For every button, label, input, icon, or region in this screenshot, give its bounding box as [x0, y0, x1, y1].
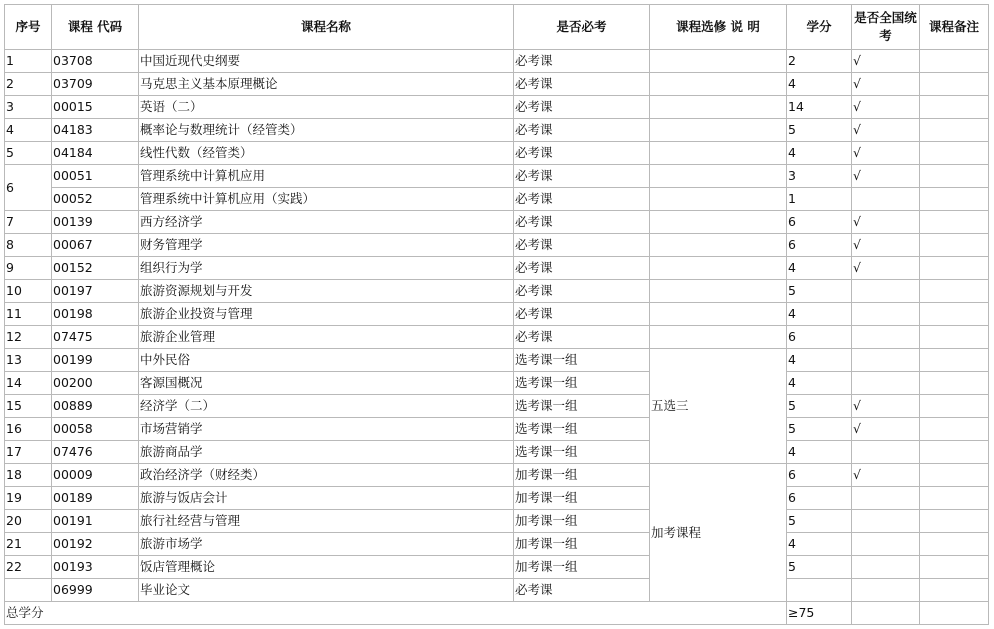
cell-remark [920, 119, 989, 142]
cell-elective-note [650, 326, 787, 349]
cell-national [852, 280, 920, 303]
cell-name: 管理系统中计算机应用 [139, 165, 514, 188]
cell-credits: 4 [787, 142, 852, 165]
cell-name: 经济学（二） [139, 395, 514, 418]
cell-national: √ [852, 464, 920, 487]
cell-remark [920, 50, 989, 73]
table-row [5, 73, 989, 96]
cell-credits: 4 [787, 533, 852, 556]
table-row [5, 142, 989, 165]
cell-national [852, 349, 920, 372]
cell-credits: 6 [787, 487, 852, 510]
cell-remark [920, 142, 989, 165]
cell-code: 03709 [52, 73, 139, 96]
total-label: 总学分 [5, 602, 787, 625]
cell-credits: 5 [787, 510, 852, 533]
cell-national: √ [852, 211, 920, 234]
cell-remark [920, 257, 989, 280]
cell-name: 管理系统中计算机应用（实践） [139, 188, 514, 211]
cell-name: 马克思主义基本原理概论 [139, 73, 514, 96]
header-name: 课程名称 [139, 5, 514, 50]
table-row [5, 50, 989, 73]
table-row [5, 211, 989, 234]
header-code: 课程 代码 [52, 5, 139, 50]
cell-index: 15 [5, 395, 52, 418]
table-row [5, 165, 989, 188]
header-credits: 学分 [787, 5, 852, 50]
cell-remark [920, 441, 989, 464]
cell-credits: 6 [787, 464, 852, 487]
cell-code: 07475 [52, 326, 139, 349]
cell-name: 旅游资源规划与开发 [139, 280, 514, 303]
cell-index: 1 [5, 50, 52, 73]
cell-national: √ [852, 234, 920, 257]
cell-elective-note [650, 142, 787, 165]
extra-group-note: 加考课程 [650, 464, 787, 602]
cell-index: 14 [5, 372, 52, 395]
cell-code: 06999 [52, 579, 139, 602]
cell-elective-note [650, 96, 787, 119]
table-row [5, 280, 989, 303]
cell-national [852, 556, 920, 579]
cell-index: 2 [5, 73, 52, 96]
cell-index: 22 [5, 556, 52, 579]
cell-credits: 5 [787, 119, 852, 142]
table-row [5, 119, 989, 142]
cell-code: 00199 [52, 349, 139, 372]
cell-elective-note [650, 303, 787, 326]
cell-code: 04184 [52, 142, 139, 165]
cell-name: 中外民俗 [139, 349, 514, 372]
cell-national: √ [852, 50, 920, 73]
table-row [5, 556, 989, 579]
cell-name: 线性代数（经管类） [139, 142, 514, 165]
cell-index: 8 [5, 234, 52, 257]
cell-code: 00051 [52, 165, 139, 188]
table-row [5, 441, 989, 464]
cell-elective-note [650, 257, 787, 280]
cell-credits: 4 [787, 303, 852, 326]
cell-national [852, 533, 920, 556]
cell-credits: 4 [787, 441, 852, 464]
cell-required: 选考课一组 [514, 441, 650, 464]
cell-national [852, 487, 920, 510]
table-row [5, 188, 989, 211]
cell-name: 中国近现代史纲要 [139, 50, 514, 73]
cell-code: 00067 [52, 234, 139, 257]
cell-index: 10 [5, 280, 52, 303]
cell-remark [920, 165, 989, 188]
cell-required: 加考课一组 [514, 464, 650, 487]
cell-national: √ [852, 142, 920, 165]
cell-name: 概率论与数理统计（经管类） [139, 119, 514, 142]
cell-index: 13 [5, 349, 52, 372]
cell-required: 必考课 [514, 73, 650, 96]
cell-remark [920, 510, 989, 533]
cell-elective-note [650, 50, 787, 73]
cell-credits: 4 [787, 372, 852, 395]
cell-national [852, 602, 920, 625]
cell-remark [920, 96, 989, 119]
header-national: 是否全国统考 [852, 5, 920, 50]
table-row [5, 487, 989, 510]
cell-name: 组织行为学 [139, 257, 514, 280]
cell-index: 17 [5, 441, 52, 464]
cell-national [852, 303, 920, 326]
total-row [5, 602, 989, 625]
table-row [5, 395, 989, 418]
cell-name: 财务管理学 [139, 234, 514, 257]
header-required: 是否必考 [514, 5, 650, 50]
cell-index: 7 [5, 211, 52, 234]
cell-code: 00015 [52, 96, 139, 119]
cell-required: 选考课一组 [514, 349, 650, 372]
cell-credits: 5 [787, 395, 852, 418]
cell-remark [920, 602, 989, 625]
cell-remark [920, 349, 989, 372]
cell-name: 饭店管理概论 [139, 556, 514, 579]
cell-code: 00191 [52, 510, 139, 533]
cell-elective-note [650, 73, 787, 96]
cell-national [852, 188, 920, 211]
cell-required: 加考课一组 [514, 510, 650, 533]
cell-name: 客源国概况 [139, 372, 514, 395]
cell-credits: 1 [787, 188, 852, 211]
cell-required: 必考课 [514, 188, 650, 211]
cell-remark [920, 372, 989, 395]
cell-index: 19 [5, 487, 52, 510]
table-row [5, 579, 989, 602]
cell-name: 旅游与饭店会计 [139, 487, 514, 510]
cell-code: 00197 [52, 280, 139, 303]
cell-national: √ [852, 257, 920, 280]
cell-required: 必考课 [514, 579, 650, 602]
cell-index: 6 [5, 165, 52, 211]
cell-elective-note [650, 165, 787, 188]
cell-national [852, 441, 920, 464]
cell-required: 必考课 [514, 257, 650, 280]
cell-remark [920, 418, 989, 441]
cell-index: 16 [5, 418, 52, 441]
cell-credits: 5 [787, 556, 852, 579]
table-row [5, 303, 989, 326]
cell-index [5, 579, 52, 602]
cell-national: √ [852, 119, 920, 142]
cell-remark [920, 556, 989, 579]
cell-required: 必考课 [514, 142, 650, 165]
header-row [5, 5, 989, 50]
cell-required: 必考课 [514, 96, 650, 119]
cell-credits: 2 [787, 50, 852, 73]
cell-remark [920, 280, 989, 303]
cell-code: 00152 [52, 257, 139, 280]
curriculum-table [4, 4, 989, 625]
cell-remark [920, 234, 989, 257]
cell-index: 4 [5, 119, 52, 142]
cell-required: 必考课 [514, 165, 650, 188]
cell-remark [920, 579, 989, 602]
cell-code: 07476 [52, 441, 139, 464]
cell-credits: 6 [787, 234, 852, 257]
cell-required: 选考课一组 [514, 372, 650, 395]
cell-required: 必考课 [514, 280, 650, 303]
cell-code: 00139 [52, 211, 139, 234]
cell-index: 9 [5, 257, 52, 280]
cell-index: 11 [5, 303, 52, 326]
cell-remark [920, 326, 989, 349]
table-row [5, 326, 989, 349]
table-row [5, 533, 989, 556]
cell-name: 市场营销学 [139, 418, 514, 441]
cell-index: 18 [5, 464, 52, 487]
table-row [5, 234, 989, 257]
table-row [5, 96, 989, 119]
cell-name: 旅游企业投资与管理 [139, 303, 514, 326]
header-remark: 课程备注 [920, 5, 989, 50]
cell-required: 必考课 [514, 50, 650, 73]
cell-national [852, 372, 920, 395]
header-elective-note: 课程选修 说 明 [650, 5, 787, 50]
cell-credits: 4 [787, 73, 852, 96]
cell-credits: 6 [787, 211, 852, 234]
cell-required: 加考课一组 [514, 556, 650, 579]
cell-national: √ [852, 96, 920, 119]
table-row [5, 464, 989, 487]
cell-credits: 5 [787, 280, 852, 303]
cell-elective-note [650, 188, 787, 211]
cell-code: 00198 [52, 303, 139, 326]
cell-code: 00009 [52, 464, 139, 487]
cell-required: 选考课一组 [514, 418, 650, 441]
cell-national: √ [852, 418, 920, 441]
cell-credits: 6 [787, 326, 852, 349]
cell-credits: 5 [787, 418, 852, 441]
cell-national: √ [852, 395, 920, 418]
cell-name: 旅游商品学 [139, 441, 514, 464]
cell-national [852, 579, 920, 602]
cell-name: 政治经济学（财经类） [139, 464, 514, 487]
cell-elective-note [650, 211, 787, 234]
total-credits: ≥75 [787, 602, 852, 625]
cell-remark [920, 395, 989, 418]
cell-national [852, 510, 920, 533]
cell-name: 旅行社经营与管理 [139, 510, 514, 533]
cell-code: 00889 [52, 395, 139, 418]
table-row [5, 510, 989, 533]
cell-index: 12 [5, 326, 52, 349]
cell-credits: 4 [787, 257, 852, 280]
cell-national: √ [852, 165, 920, 188]
cell-code: 00193 [52, 556, 139, 579]
cell-remark [920, 73, 989, 96]
cell-required: 必考课 [514, 326, 650, 349]
cell-code: 00058 [52, 418, 139, 441]
header-index: 序号 [5, 5, 52, 50]
cell-name: 毕业论文 [139, 579, 514, 602]
cell-code: 00192 [52, 533, 139, 556]
cell-name: 旅游企业管理 [139, 326, 514, 349]
cell-remark [920, 303, 989, 326]
cell-remark [920, 211, 989, 234]
cell-credits: 14 [787, 96, 852, 119]
cell-name: 英语（二） [139, 96, 514, 119]
cell-required: 必考课 [514, 303, 650, 326]
table-row [5, 349, 989, 372]
cell-national [852, 326, 920, 349]
cell-code: 00052 [52, 188, 139, 211]
cell-required: 必考课 [514, 234, 650, 257]
cell-national: √ [852, 73, 920, 96]
table-row [5, 257, 989, 280]
cell-credits [787, 579, 852, 602]
cell-required: 选考课一组 [514, 395, 650, 418]
cell-remark [920, 487, 989, 510]
cell-index: 20 [5, 510, 52, 533]
cell-code: 03708 [52, 50, 139, 73]
cell-required: 加考课一组 [514, 487, 650, 510]
cell-credits: 3 [787, 165, 852, 188]
cell-required: 必考课 [514, 211, 650, 234]
cell-index: 5 [5, 142, 52, 165]
cell-credits: 4 [787, 349, 852, 372]
elective-group-note: 五选三 [650, 349, 787, 464]
table-row [5, 372, 989, 395]
cell-code: 04183 [52, 119, 139, 142]
cell-index: 21 [5, 533, 52, 556]
cell-remark [920, 464, 989, 487]
cell-name: 旅游市场学 [139, 533, 514, 556]
table-row [5, 418, 989, 441]
cell-elective-note [650, 234, 787, 257]
cell-name: 西方经济学 [139, 211, 514, 234]
cell-elective-note [650, 280, 787, 303]
cell-code: 00189 [52, 487, 139, 510]
cell-required: 加考课一组 [514, 533, 650, 556]
cell-remark [920, 188, 989, 211]
cell-remark [920, 533, 989, 556]
cell-code: 00200 [52, 372, 139, 395]
cell-required: 必考课 [514, 119, 650, 142]
cell-index: 3 [5, 96, 52, 119]
cell-elective-note [650, 119, 787, 142]
